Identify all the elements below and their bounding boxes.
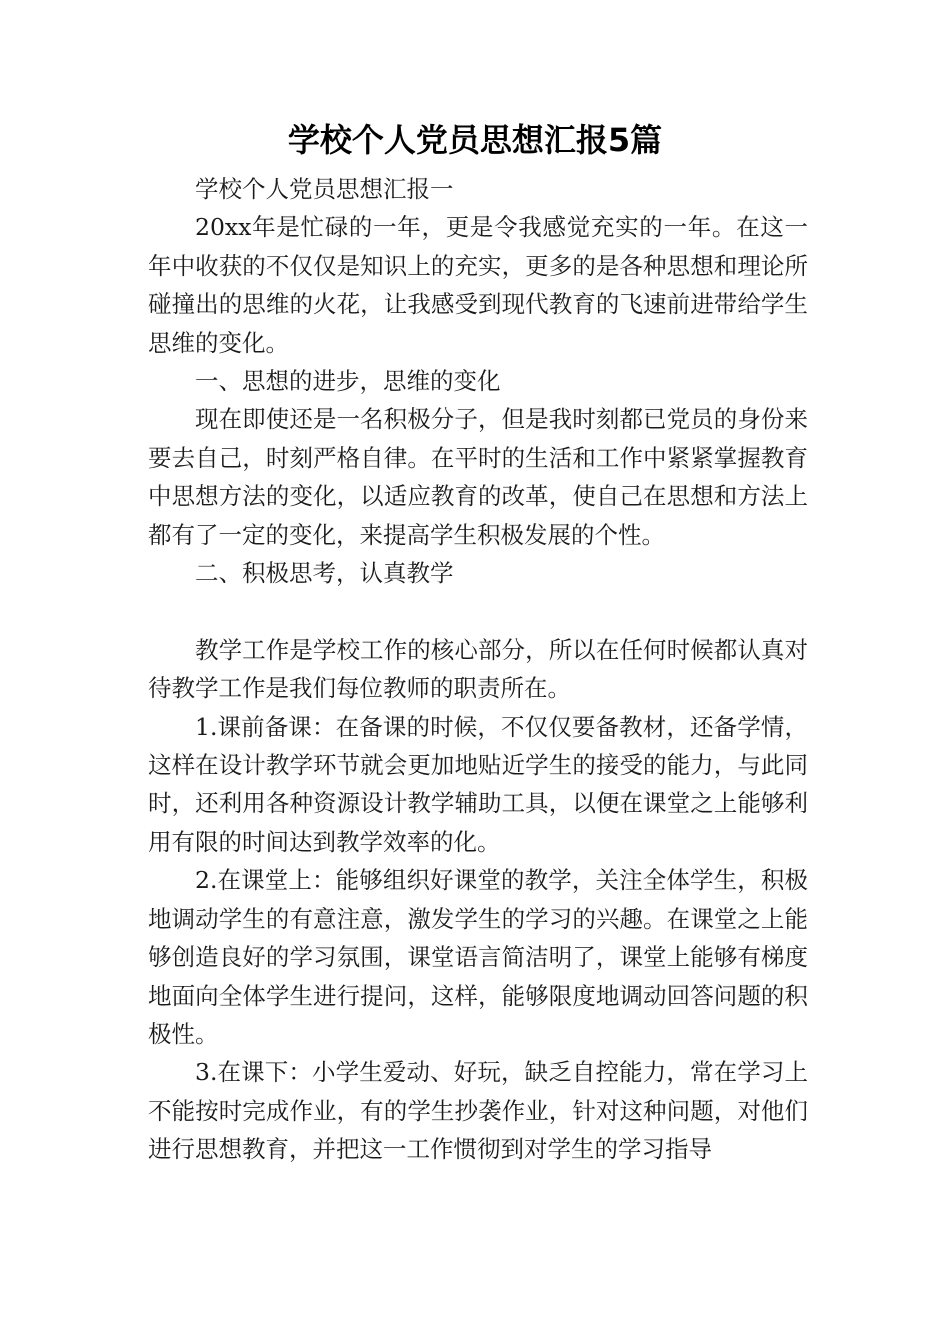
body-paragraph: 20xx年是忙碌的一年，更是令我感觉充实的一年。在这一年中收获的不仅仅是知识上的充实，更多的是各种思想和理论所碰撞出的思维的火花，让我感受到现代教育的飞速前进带给学生思维的变化。: [148, 213, 808, 357]
list-item-paragraph: 1.课前备课：在备课的时候，不仅仅要备教材，还备学情，这样在设计教学环节就会更加地贴近学生的接受的能力，与此同时，还利用各种资源设计教学辅助工具，以便在课堂之上能够利用有限的时间达到教学效率的化。: [148, 712, 808, 856]
body-paragraph: 现在即使还是一名积极分子，但是我时刻都已党员的身份来要去自己，时刻严格自律。在平时的生活和工作中紧紧掌握教育中思想方法的变化，以适应教育的改革，使自己在思想和方法上都有了一定的变化，来提高学生积极发展的个性。: [148, 405, 808, 549]
blank-line: [148, 592, 808, 630]
list-item-paragraph: 2.在课堂上：能够组织好课堂的教学，关注全体学生，积极地调动学生的有意注意，激发学生的学习的兴趣。在课堂之上能够创造良好的学习氛围，课堂语言简洁明了，课堂上能够有梯度地面向全体学生进行提问，这样，能够限度地调动回答问题的积极性。: [148, 866, 808, 1048]
section-heading: 一、思想的进步，思维的变化: [195, 367, 501, 396]
document-body: [148, 170, 808, 1169]
section-heading: 二、积极思考，认真教学: [195, 559, 454, 588]
section-heading-report-one: 学校个人党员思想汇报一: [195, 175, 454, 203]
document-title: 学校个人党员思想汇报5篇: [287, 121, 663, 159]
list-item-paragraph: 3.在课下：小学生爱动、好玩，缺乏自控能力，常在学习上不能按时完成作业，有的学生抄袭作业，针对这种问题，对他们进行思想教育，并把这一工作惯彻到对学生的学习指导: [148, 1058, 808, 1164]
body-paragraph: 教学工作是学校工作的核心部分，所以在任何时候都认真对待教学工作是我们每位教师的职责所在。: [148, 635, 808, 703]
